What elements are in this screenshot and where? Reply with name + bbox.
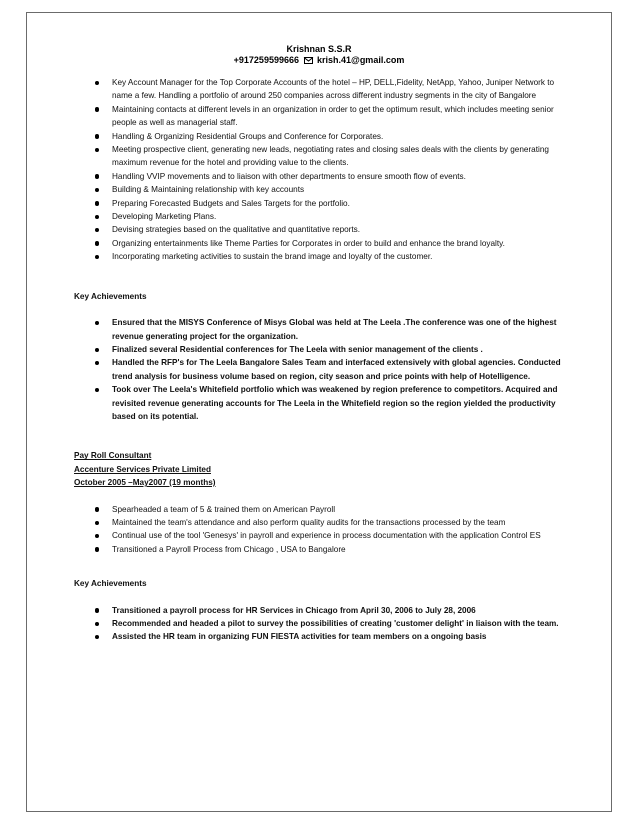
job1-responsibilities-list bbox=[74, 76, 564, 264]
list-item: Organizing entertainments like Theme Parties for Corporates in order to build and enhance the brand loyalty. bbox=[74, 237, 564, 250]
job1-achievements-heading: Key Achievements bbox=[74, 291, 147, 301]
list-item: Handling VVIP movements and to liaison with other departments to ensure smooth flow of events. bbox=[74, 170, 564, 183]
resume-body bbox=[74, 76, 564, 644]
list-item: Transitioned a Payroll Process from Chicago , USA to Bangalore bbox=[74, 543, 564, 556]
phone-number: +917259599666 bbox=[233, 55, 299, 65]
list-item: Took over The Leela's Whitefield portfolio which was weakened by region preference to competitors. Acquired and revisited revenue generating accounts for The Leela in the Whitefield region so the region yielded the productivity based on its potential. bbox=[74, 383, 564, 423]
list-item: Handling & Organizing Residential Groups and Conference for Corporates. bbox=[74, 130, 564, 143]
contact-line bbox=[234, 55, 405, 66]
list-item: Maintaining contacts at different levels in an organization in order to get the optimum result, which includes meeting senior people as well as managerial staff. bbox=[74, 103, 564, 130]
job2-title: Pay Roll Consultant bbox=[74, 451, 152, 461]
list-item: Building & Maintaining relationship with key accounts bbox=[74, 183, 564, 196]
job2-achievements-list bbox=[74, 604, 564, 644]
list-item: Assisted the HR team in organizing FUN FIESTA activities for team members on a ongoing basis bbox=[74, 630, 564, 643]
job2-period: October 2005 –May2007 (19 months) bbox=[74, 478, 216, 488]
job1-achievements-list bbox=[74, 316, 564, 423]
list-item: Incorporating marketing activities to sustain the brand image and loyalty of the customer. bbox=[74, 250, 564, 263]
list-item: Preparing Forecasted Budgets and Sales Targets for the portfolio. bbox=[74, 197, 564, 210]
list-item: Maintained the team's attendance and also perform quality audits for the transactions processed by the team bbox=[74, 516, 564, 529]
email-address: krish.41@gmail.com bbox=[317, 55, 405, 65]
list-item: Meeting prospective client, generating new leads, negotiating rates and closing sales deals with the clients by generating maximum revenue for the hotel and providing value to the clients. bbox=[74, 143, 564, 170]
list-item: Handled the RFP's for The Leela Bangalore Sales Team and interfaced extensively with global agencies. Conducted trend analysis for business volume based on region, city season and price points with help of Hotelligence. bbox=[74, 356, 564, 383]
list-item: Developing Marketing Plans. bbox=[74, 210, 564, 223]
list-item: Continual use of the tool 'Genesys' in payroll and experience in process documentation with the application Control ES bbox=[74, 529, 564, 542]
list-item: Key Account Manager for the Top Corporate Accounts of the hotel – HP, DELL,Fidelity, NetApp, Yahoo, Juniper Network to name a few. Handling a portfolio of around 250 companies across different industry segments in the city of Bangalore bbox=[74, 76, 564, 103]
list-item: Ensured that the MISYS Conference of Misys Global was held at The Leela .The conference was one of the highest revenue generating project for the organization. bbox=[74, 316, 564, 343]
list-item: Recommended and headed a pilot to survey the possibilities of creating 'customer delight' in liaison with the team. bbox=[74, 617, 564, 630]
list-item: Transitioned a payroll process for HR Services in Chicago from April 30, 2006 to July 28, 2006 bbox=[74, 604, 564, 617]
job2-responsibilities-list bbox=[74, 503, 564, 557]
list-item: Devising strategies based on the qualitative and quantitative reports. bbox=[74, 223, 564, 236]
list-item: Finalized several Residential conferences for The Leela with senior management of the clients . bbox=[74, 343, 564, 356]
job2-company: Accenture Services Private Limited bbox=[74, 464, 211, 474]
job2-achievements-heading: Key Achievements bbox=[74, 579, 147, 589]
candidate-name: Krishnan S.S.R bbox=[286, 44, 352, 54]
list-item: Spearheaded a team of 5 & trained them on American Payroll bbox=[74, 503, 564, 516]
resume-header bbox=[26, 44, 612, 66]
envelope-icon bbox=[304, 57, 313, 64]
